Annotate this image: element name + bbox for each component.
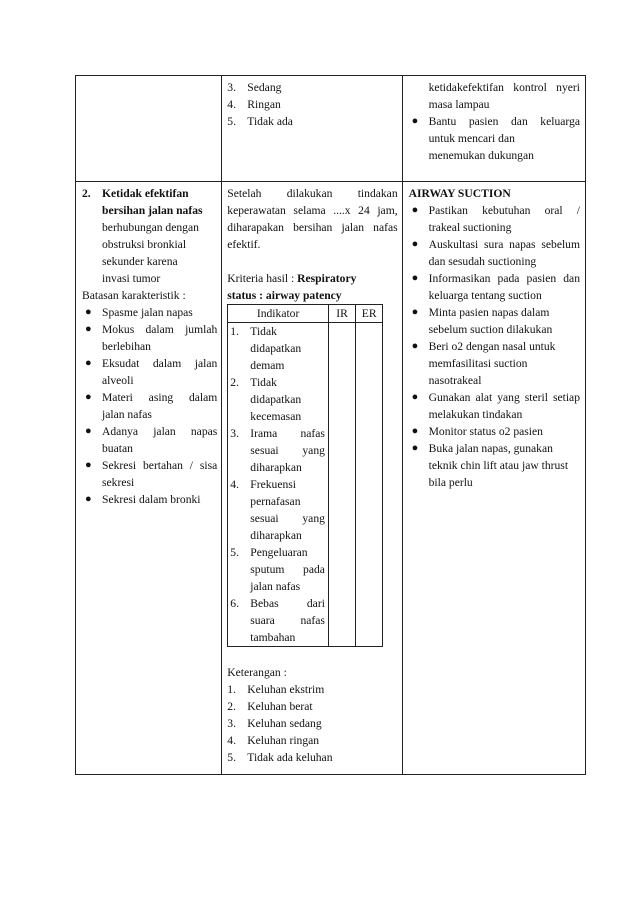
list-item: ● Monitor status o2 pasien — [411, 425, 543, 438]
intervention-cell — [402, 182, 585, 775]
scale-item: 5. Tidak ada — [227, 115, 293, 128]
list-item: 3. Keluhan sedang — [227, 717, 322, 730]
list-item: ● Adanya jalan napas buatan — [85, 425, 218, 455]
bullet-icon: ● — [85, 493, 92, 505]
diagnosis-cell-empty — [76, 76, 222, 182]
intervention-list — [409, 202, 580, 491]
bullet-icon: ● — [411, 340, 419, 352]
indicator-item: 1. Tidak didapatkan demam — [230, 325, 302, 372]
list-item: ● Sekresi bertahan / sisa sekresi — [85, 459, 218, 489]
bullet-icon: ● — [411, 425, 419, 437]
scale-item: 4. Ringan — [227, 98, 281, 111]
indicator-list-cell — [228, 323, 329, 647]
symptom-list — [82, 304, 217, 508]
keterangan-list — [227, 681, 397, 766]
list-item: ● Pastikan kebutuhan oral / trakeal suctioning — [411, 204, 580, 234]
indicator-header: Indikator — [228, 305, 329, 323]
indicator-header-row — [228, 305, 383, 323]
bullet-icon: ● — [411, 238, 419, 250]
list-item: ● Eksudat dalam jalan alveoli — [85, 357, 218, 387]
outcome-cell — [222, 76, 402, 182]
ir-cell — [328, 323, 355, 647]
continuation-text: ketidakefektifan kontrol nyeri masa lampau — [428, 81, 580, 111]
indicator-item: 4. Frekuensi pernafasan sesuai yang diharapkan — [230, 478, 325, 542]
list-item: ● Beri o2 dengan nasal untuk memfasilitasi suction nasotrakeal — [411, 340, 556, 387]
scale-list — [227, 79, 397, 130]
indicator-item: 5. Pengeluaran sputum pada jalan nafas — [230, 546, 325, 593]
bullet-icon: ● — [85, 391, 92, 403]
keterangan-label: Keterangan : — [227, 666, 287, 679]
care-plan-table — [75, 75, 586, 775]
table-row — [76, 76, 586, 182]
bullet-icon: ● — [411, 204, 419, 216]
list-item: 4. Keluhan ringan — [227, 734, 320, 747]
bullet-icon: ● — [411, 442, 419, 454]
bullet-icon: ● — [85, 357, 92, 369]
ir-header: IR — [328, 305, 355, 323]
list-item: 1. Keluhan ekstrim — [227, 683, 325, 696]
bullet-icon: ● — [85, 323, 92, 335]
indicator-item: 3. Irama nafas sesuai yang diharapkan — [230, 427, 325, 474]
list-item: ● Minta pasien napas dalam sebelum suction dilakukan — [411, 306, 553, 336]
bullet-icon: ● — [85, 425, 92, 437]
table-row — [76, 182, 586, 775]
bullet-icon: ● — [85, 459, 92, 471]
outcome-cell: Setelah dilakukan tindakan keperawatan selama ....x 24 jam, diharapakan bersihan jalan nafas efektif. Kriteria hasil : Respiratory status : airway patency Indikator IR ER 1. Tidak didapatkan demam 2. Tidak didapatkan kecemasan 3. Irama nafas sesuai yang diharapkan 4. Frekuensi pernafasan sesuai yang diharapkan 5. Pengeluaran sputum pada jalan nafas 6. Bebas dari suara nafas tambahan Keterangan : 1. Keluhan ekstrim 2. Keluhan berat 3. Keluhan sedang 4. Keluhan ringan 5. Tidak ada keluhan — [222, 182, 402, 775]
er-header: ER — [356, 305, 383, 323]
intervention-cell — [402, 76, 585, 182]
list-item: ● Spasme jalan napas — [85, 306, 193, 319]
goal-text: Setelah dilakukan tindakan keperawatan selama ....x 24 jam, diharapakan bersihan jalan nafas efektif. — [227, 187, 398, 251]
list-item: 5. Tidak ada keluhan — [227, 751, 333, 764]
list-item: ● Bantu pasien dan keluarga untuk mencari dan menemukan dukungan — [411, 115, 580, 162]
intervention-title: AIRWAY SUCTION — [408, 187, 511, 200]
diagnosis-cell — [76, 182, 222, 775]
indicator-item: 6. Bebas dari suara nafas tambahan — [230, 597, 325, 644]
list-item: ● Gunakan alat yang steril setiap melakukan tindakan — [411, 391, 580, 421]
list-item: ● Sekresi dalam bronki — [85, 493, 201, 506]
bullet-icon: ● — [411, 391, 419, 403]
list-item: ● Buka jalan napas, gunakan teknik chin lift atau jaw thrust bila perlu — [411, 442, 569, 489]
bullet-icon: ● — [411, 272, 419, 284]
batasan-label: Batasan karakteristik : — [82, 289, 186, 302]
bullet-icon: ● — [85, 306, 92, 318]
list-item: ● Auskultasi sura napas sebelum dan sesudah suctioning — [411, 238, 580, 268]
scale-item: 3. Sedang — [227, 81, 282, 94]
diagnosis-text: 2. Ketidak efektifan bersihan jalan nafas berhubungan dengan obstruksi bronkial sekunder karena invasi tumor — [82, 187, 203, 285]
list-item: ● Informasikan pada pasien dan keluarga tentang suction — [411, 272, 580, 302]
bullet-icon: ● — [411, 115, 419, 127]
er-cell — [356, 323, 383, 647]
indicator-item: 2. Tidak didapatkan kecemasan — [230, 376, 302, 423]
list-item: ● Materi asing dalam jalan nafas — [85, 391, 218, 421]
indicator-table — [227, 304, 383, 647]
indicator-body-row — [228, 323, 383, 647]
bullet-icon: ● — [411, 306, 419, 318]
list-item: ● Mokus dalam jumlah berlebihan — [85, 323, 218, 353]
list-item: 2. Keluhan berat — [227, 700, 313, 713]
criteria-text: Kriteria hasil : Respiratory — [227, 272, 357, 285]
